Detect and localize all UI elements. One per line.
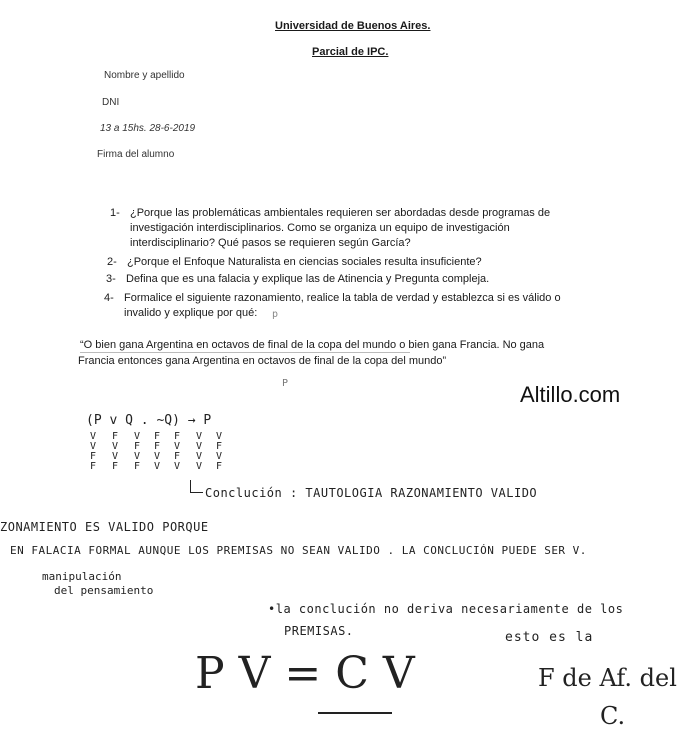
question-number: 1-	[110, 207, 120, 219]
handwritten-side-note-2: F de Af. del	[538, 664, 677, 692]
handwritten-side-note-3: C.	[600, 702, 626, 730]
handwritten-bullet-2: PREMISAS.	[284, 624, 354, 638]
handwritten-bullet-1: •la conclución no deriva necesariamente de los	[268, 602, 624, 616]
underline-stroke	[80, 352, 410, 353]
truth-column: V V F F	[89, 431, 97, 472]
truth-column: F V F V	[173, 431, 181, 472]
question-4	[104, 291, 594, 323]
question-number: 4-	[104, 292, 114, 304]
proposition-line-2: Francia entonces gana Argentina en octavos de final de la copa del mundo”	[78, 355, 447, 367]
dni-field-label: DNI	[102, 97, 120, 108]
truth-column: V V V V	[195, 431, 203, 472]
truth-table-grid	[86, 432, 236, 492]
truth-column: V F V F	[215, 431, 223, 472]
question-text: Defina que es una falacia y explique las de Atinencia y Pregunta compleja.	[126, 273, 490, 285]
altillo-watermark: Altillo.com	[520, 382, 621, 407]
truth-column: F F V V	[153, 431, 161, 472]
handwritten-p-mark: p	[272, 309, 279, 320]
handwritten-formula: P V = C V	[195, 648, 415, 699]
bracket-stroke	[190, 480, 203, 493]
handwritten-line-2: EN FALACIA FORMAL AUNQUE LOS PREMISAS NO SEAN VALIDO . LA CONCLUCIÓN PUEDE SER V.	[10, 544, 587, 557]
handwritten-note-thought: del pensamiento	[54, 584, 154, 597]
truth-column: V F V F	[133, 431, 141, 472]
question-number: 3-	[106, 273, 116, 285]
handwritten-note-manipulation: manipulación	[42, 570, 122, 583]
proposition-line-1: “O bien gana Argentina en octavos de final de la copa del mundo o bien gana Francia. No gana	[80, 339, 545, 351]
truth-column: F V V F	[111, 431, 119, 472]
truth-table-header: (P v Q . ~Q) → P	[86, 413, 212, 428]
exam-title: Parcial de IPC.	[312, 46, 389, 58]
handwritten-p-mark: P	[282, 378, 289, 389]
handwritten-line-1: ZONAMIENTO ES VALIDO PORQUE	[0, 520, 209, 534]
question-text: ¿Porque el Enfoque Naturalista en ciencias sociales resulta insuficiente?	[127, 256, 482, 268]
name-field-label: Nombre y apellido	[104, 70, 185, 81]
question-1	[110, 206, 590, 252]
schedule-label: 13 a 15hs. 28-6-2019	[100, 123, 196, 134]
question-text: ¿Porque las problemáticas ambientales requieren ser abordadas desde programas de investigación interdisciplinarios. Como se organiza un equipo de investigación interdisciplinario? Qué pasos se requieren según García?	[130, 207, 551, 249]
handwritten-side-note-1: esto es la	[505, 630, 594, 645]
formula-underline	[318, 712, 392, 714]
handwritten-conclusion: Conclución : TAUTOLOGIA RAZONAMIENTO VALIDO	[205, 486, 538, 500]
question-text: Formalice el siguiente razonamiento, realice la tabla de verdad y establezca si es válido o invalido y explique por qué:	[124, 292, 561, 319]
university-title: Universidad de Buenos Aires.	[275, 20, 431, 32]
question-number: 2-	[107, 256, 117, 268]
signature-field-label: Firma del alumno	[97, 149, 175, 160]
